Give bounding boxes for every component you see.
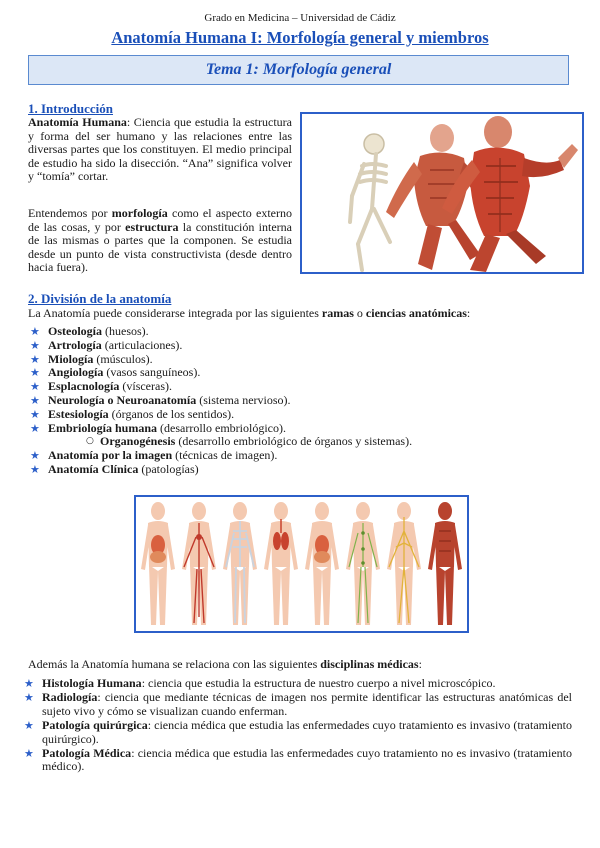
morphology-text-3: la constitución interna de las mismas o partes que la componen. Se estudia desde un punto de vista constructivista (desde dentro hacia fuera). — [28, 219, 292, 275]
list-item — [30, 325, 412, 339]
body-figure-muscular — [428, 502, 462, 625]
branch-desc: (huesos). — [102, 324, 149, 338]
branch-term: Estesiología — [48, 406, 109, 421]
branch-term: Anatomía por la imagen — [48, 448, 173, 463]
star-bullet-icon: ★ — [30, 462, 40, 476]
circle-bullet-icon: ○ — [86, 436, 94, 447]
list-item — [24, 677, 572, 690]
page-header: Grado en Medicina – Universidad de Cádiz — [204, 12, 396, 24]
body-systems-image — [134, 495, 469, 633]
morphology-paragraph — [28, 207, 292, 275]
list-item — [30, 422, 412, 436]
anatomy-branches-list — [30, 325, 412, 477]
branch-desc: (técnicas de imagen). — [172, 448, 278, 463]
branch-term: Angiología — [48, 365, 104, 380]
term-anatomia-humana: Anatomía Humana — [28, 115, 127, 129]
morphology-text-1: Entendemos por — [28, 206, 112, 220]
course-title: Anatomía Humana I: Morfología general y miembros — [111, 28, 489, 47]
star-bullet-icon: ★ — [30, 449, 40, 463]
term-estructura: estructura — [125, 219, 179, 234]
discipline-term: Radiología — [42, 690, 98, 705]
list-item — [30, 366, 412, 380]
topic-title: Tema 1: Morfología general — [28, 55, 569, 85]
list-item — [30, 394, 412, 408]
branches-intro-text-3: : — [466, 306, 471, 320]
discipline-desc: : ciencia médica que estudia las enfermedades cuyo tratamiento es invasivo (tratamiento quirúrgico). — [42, 718, 572, 746]
branch-desc: (desarrollo embriológico). — [157, 420, 286, 435]
branch-desc: (vísceras). — [119, 379, 172, 394]
body-figure-digestive — [141, 502, 175, 625]
disciplines-intro-text-1: Además la Anatomía humana se relaciona con las siguientes — [28, 657, 321, 671]
term-ciencias-anatomicas: ciencias anatómicas — [365, 306, 467, 320]
medical-disciplines-list — [24, 677, 572, 775]
body-figure-lymphatic — [346, 502, 380, 625]
branch-desc: (músculos). — [93, 351, 153, 366]
star-bullet-icon: ★ — [30, 380, 40, 394]
term-morfologia: morfología — [111, 206, 168, 220]
section-heading-division: 2. División de la anatomía — [28, 291, 172, 306]
discipline-desc: : ciencia que mediante técnicas de imagen nos permite identificar las estructuras anatómicas del sujeto vivo y cómo se visualizan cuando enferman. — [42, 690, 572, 718]
list-item — [24, 691, 572, 718]
term-disciplinas-medicas: disciplinas médicas — [320, 657, 419, 671]
body-figure-nervous — [387, 502, 421, 625]
discipline-term: Histología Humana — [42, 676, 142, 690]
star-bullet-icon: ★ — [30, 393, 40, 407]
body-figure-digestive2 — [305, 502, 339, 625]
star-bullet-icon: ★ — [30, 338, 40, 352]
disciplines-intro-text-2: : — [418, 657, 422, 671]
list-item — [30, 380, 412, 394]
body-figure-skeletal — [223, 502, 257, 625]
list-item — [24, 747, 572, 774]
branch-term: Organogénesis — [100, 434, 176, 449]
branch-desc: (desarrollo embriológico de órganos y sistemas). — [175, 434, 413, 449]
branch-term: Neurología o Neuroanatomía — [48, 392, 197, 407]
branch-term: Anatomía Clínica — [48, 461, 139, 476]
body-figure-circulatory — [182, 502, 216, 625]
branch-term: Artrología — [48, 337, 102, 352]
discipline-desc: : ciencia que estudia la estructura de nuestro cuerpo a nivel microscópico. — [141, 676, 496, 690]
section-heading-introduccion: 1. Introducción — [28, 101, 113, 116]
star-bullet-icon: ★ — [30, 366, 40, 380]
intro-paragraph — [28, 116, 292, 184]
branch-desc: (patologías) — [138, 461, 199, 476]
branch-term: Embriología humana — [48, 420, 158, 435]
branch-term: Miología — [48, 351, 94, 366]
body-systems-figures — [136, 497, 467, 631]
star-bullet-icon: ★ — [30, 407, 40, 421]
sub-list-item — [30, 435, 412, 449]
discipline-term: Patología Médica — [42, 746, 132, 761]
branches-intro-text-1: La Anatomía puede considerarse integrada por las siguientes — [28, 306, 322, 320]
branch-desc: (órganos de los sentidos). — [108, 406, 235, 421]
star-bullet-icon: ★ — [30, 352, 40, 366]
star-bullet-icon: ★ — [24, 677, 34, 690]
branch-desc: (sistema nervioso). — [196, 392, 291, 407]
list-item — [30, 353, 412, 367]
branch-desc: (articulaciones). — [101, 337, 183, 352]
discipline-desc: : ciencia médica que estudia las enfermedades cuyo tratamiento no es invasivo (tratamiento médico). — [42, 746, 573, 774]
branches-intro — [28, 306, 470, 320]
list-item — [30, 339, 412, 353]
star-bullet-icon: ★ — [24, 691, 34, 705]
body-figure-respiratory — [264, 502, 298, 625]
branch-desc: (vasos sanguíneos). — [103, 365, 201, 380]
star-bullet-icon: ★ — [30, 421, 40, 435]
morphology-text-2: como el aspecto externo de las cosas, y por — [28, 206, 292, 234]
list-item — [30, 449, 412, 463]
discipline-term: Patología quirúrgica — [42, 718, 148, 733]
branch-term: Esplacnología — [48, 379, 120, 394]
anatomy-layers-image — [300, 112, 584, 274]
star-bullet-icon: ★ — [30, 325, 40, 338]
list-item — [30, 463, 412, 477]
branches-intro-text-2: o — [353, 306, 366, 320]
list-item — [24, 719, 572, 746]
term-ramas: ramas — [321, 306, 354, 320]
star-bullet-icon: ★ — [24, 747, 34, 761]
branch-term: Osteología — [48, 324, 102, 338]
disciplines-intro — [28, 657, 422, 671]
intro-paragraph-text: : Ciencia que estudia la estructura y forma del ser humano y las relaciones entre las diversas partes que los constituyen. El medio principal de estudio ha sido la disección. “Ana” significa volver y “tomía” cortar. — [28, 115, 292, 184]
list-item — [30, 408, 412, 422]
star-bullet-icon: ★ — [24, 719, 34, 733]
